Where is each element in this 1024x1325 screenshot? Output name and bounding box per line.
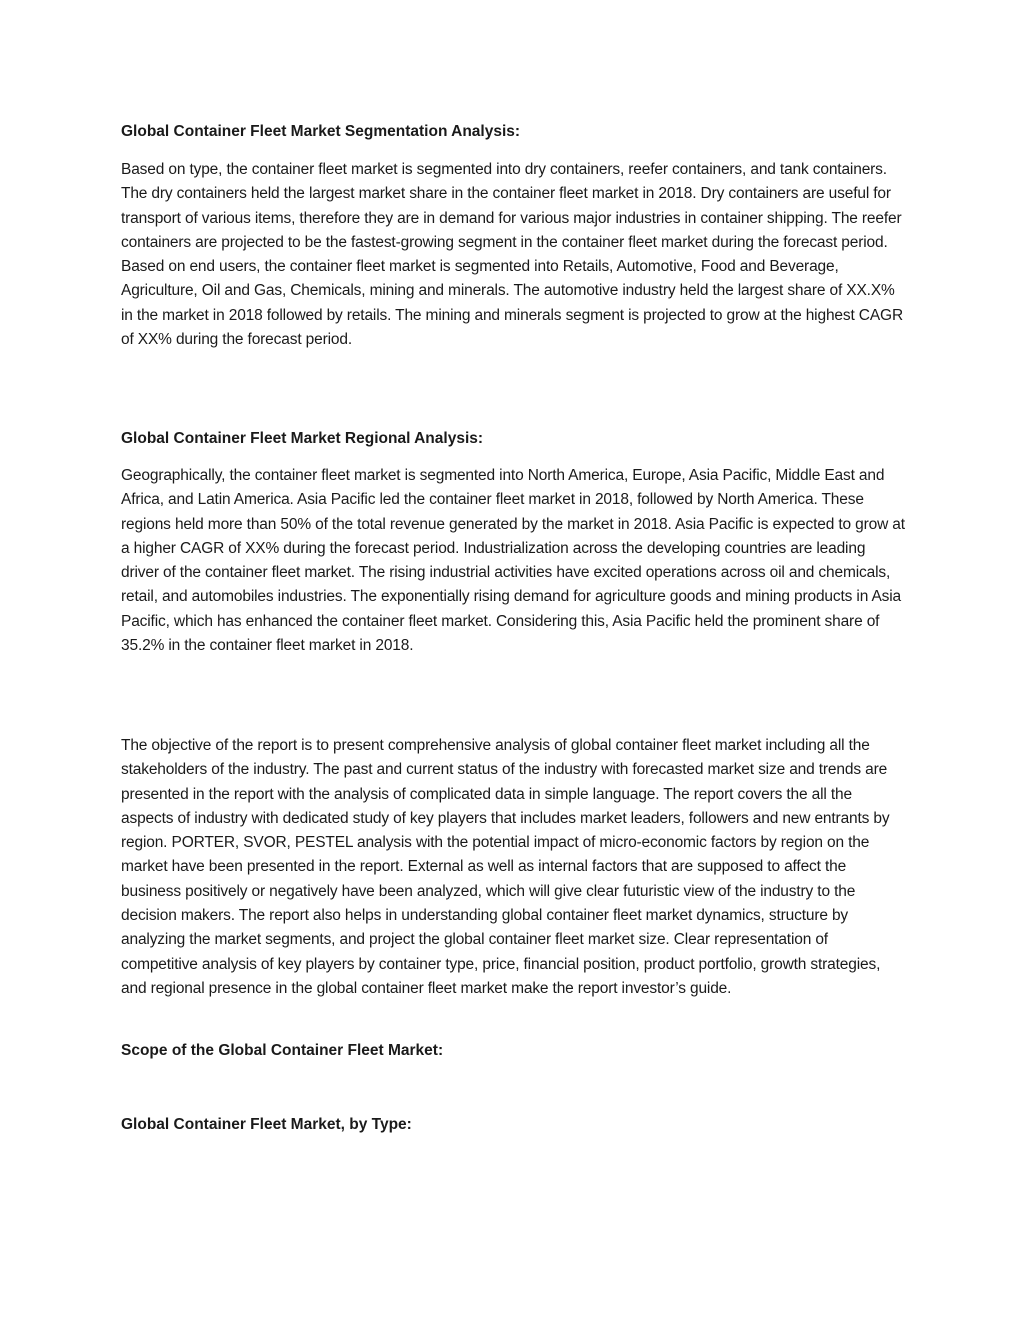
regional-paragraph: Geographically, the container fleet market is segmented into North America, Europe, Asia Pacific, Middle East and Africa, and Latin America. Asia Pacific led the container fleet market in 2018, followed by North America. These regions held more than 50% of the total revenue generated by the market in 2018. Asia Pacific is expected to grow at a higher CAGR of XX% during the forecast period. Industrialization across the developing countries are leading driver of the container fleet market. The rising industrial activities have excited operations across oil and chemicals, retail, and automobiles industries. The exponentially rising demand for agriculture goods and mining products in Asia Pacific, which has enhanced the container fleet market. Considering this, Asia Pacific held the prominent share of 35.2% in the container fleet market in 2018. — [121, 467, 905, 655]
scope-heading: Scope of the Global Container Fleet Market: — [121, 1042, 444, 1059]
by-type-heading: Global Container Fleet Market, by Type: — [121, 1116, 412, 1133]
objective-paragraph: The objective of the report is to present comprehensive analysis of global container fleet market including all the stakeholders of the industry. The past and current status of the industry with forecasted market size and trends are presented in the report with the analysis of complicated data in simple language. The report covers the all the aspects of industry with dedicated study of key players that includes market leaders, followers and new entrants by region. PORTER, SVOR, PESTEL analysis with the potential impact of micro-economic factors by region on the market have been presented in the report. External as well as internal factors that are supposed to affect the business positively or negatively have been analyzed, which will give clear futuristic view of the industry to the decision makers. The report also helps in understanding global container fleet market dynamics, structure by analyzing the market segments, and project the global container fleet market size. Clear representation of competitive analysis of key players by container type, price, financial position, product portfolio, growth strategies, and regional presence in the global container fleet market make the report investor’s guide. — [121, 737, 890, 997]
segmentation-heading: Global Container Fleet Market Segmentation Analysis: — [121, 123, 521, 140]
regional-heading: Global Container Fleet Market Regional Analysis: — [121, 430, 484, 447]
segmentation-paragraph: Based on type, the container fleet market is segmented into dry containers, reefer containers, and tank containers. The dry containers held the largest market share in the container fleet market in 2018. Dry containers are useful for transport of various items, therefore they are in demand for various major industries in container shipping. The reefer containers are projected to be the fastest-growing segment in the container fleet market during the forecast period. Based on end users, the container fleet market is segmented into Retails, Automotive, Food and Beverage, Agriculture, Oil and Gas, Chemicals, mining and minerals. The automotive industry held the largest share of XX.X% in the market in 2018 followed by retails. The mining and minerals segment is projected to grow at the highest CAGR of XX% during the forecast period. — [121, 161, 903, 349]
